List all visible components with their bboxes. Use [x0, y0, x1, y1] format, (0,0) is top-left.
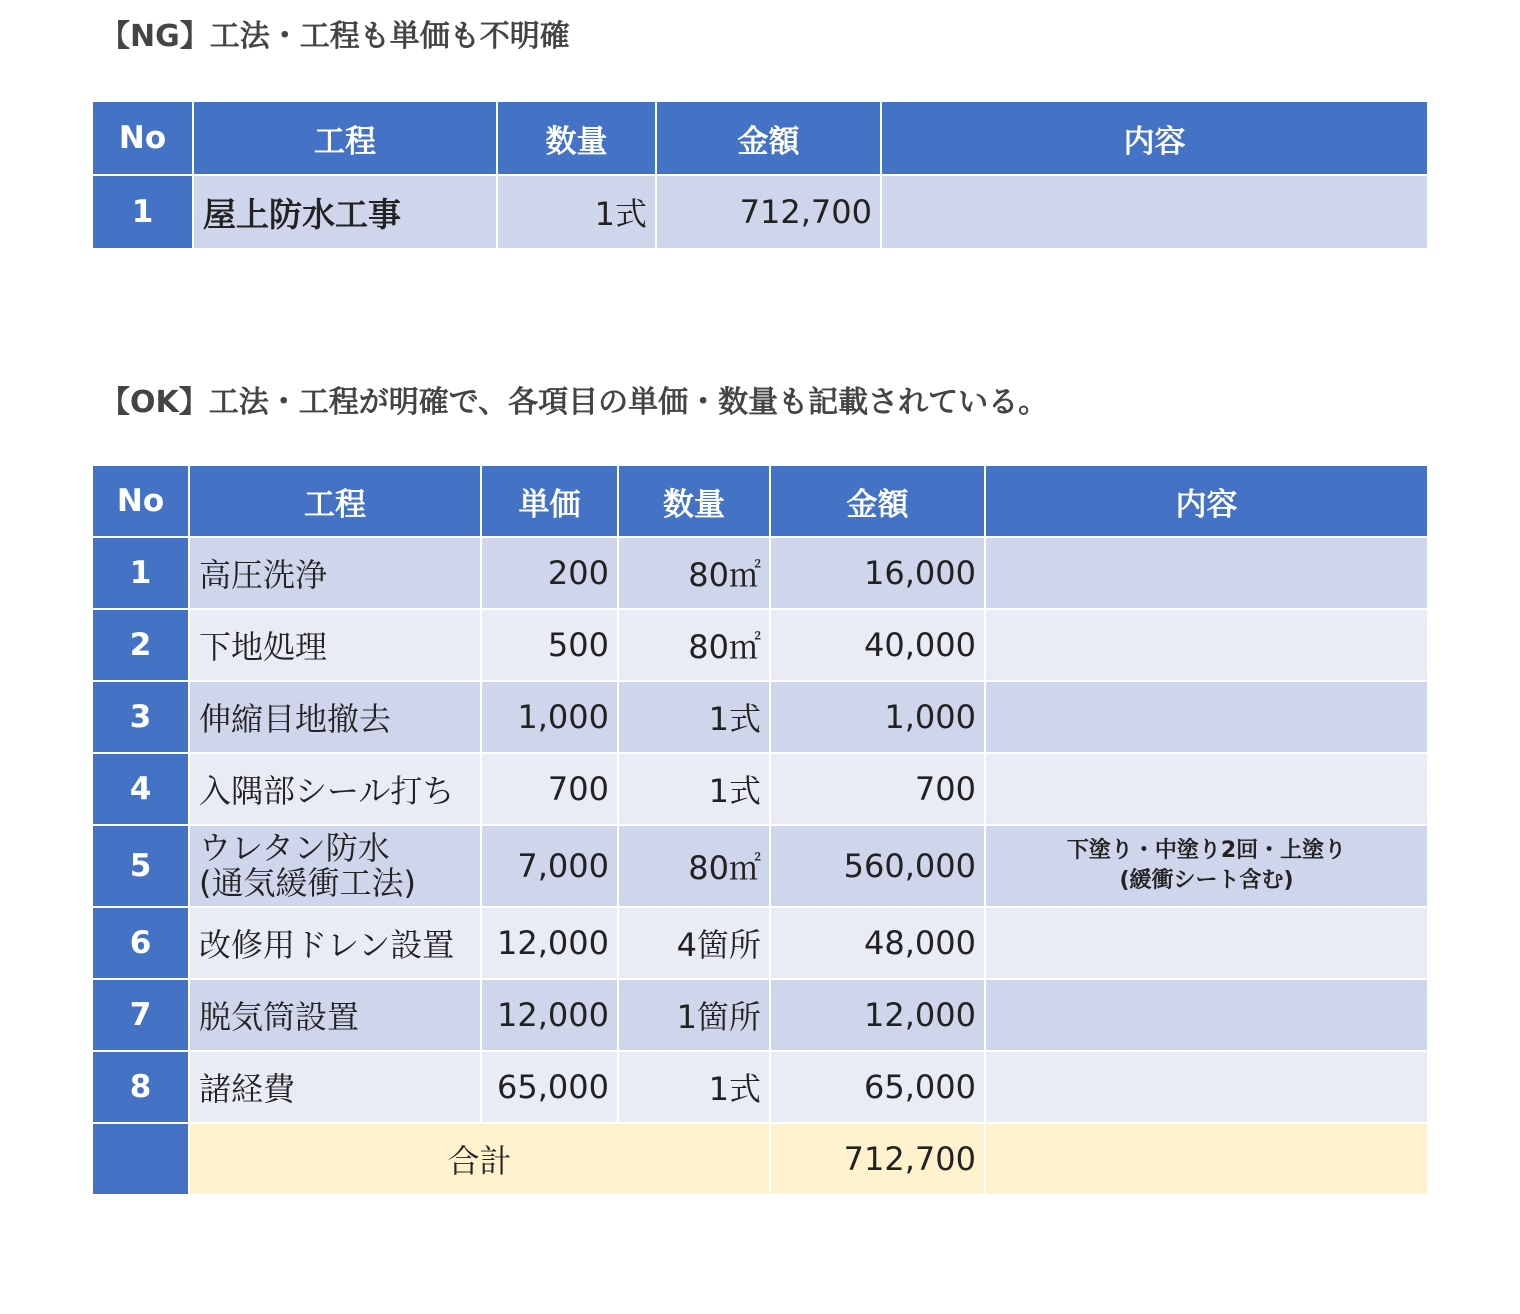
row-work-line1: ウレタン防水	[199, 828, 390, 867]
table-row	[92, 825, 1428, 907]
row-amount: 12,000	[770, 979, 985, 1051]
ng-estimate-table	[91, 100, 1429, 250]
ok-header-detail: 内容	[985, 465, 1428, 537]
ng-header-no: No	[92, 101, 193, 175]
row-qty: 80㎡	[618, 825, 770, 907]
row-unit-price: 200	[481, 537, 618, 609]
row-work: 改修用ドレン設置	[189, 907, 481, 979]
ok-header-row	[92, 465, 1428, 537]
row-work: 入隅部シール打ち	[189, 753, 481, 825]
row-amount: 48,000	[770, 907, 985, 979]
row-detail	[985, 1051, 1428, 1123]
row-work: 屋上防水工事	[193, 175, 497, 249]
row-no: 5	[92, 825, 189, 907]
row-detail	[985, 681, 1428, 753]
ok-estimate-table	[91, 464, 1429, 1196]
row-no: 4	[92, 753, 189, 825]
row-detail	[985, 753, 1428, 825]
table-row	[92, 609, 1428, 681]
total-amount: 712,700	[770, 1123, 985, 1195]
row-work: 下地処理	[189, 609, 481, 681]
ng-header-qty: 数量	[497, 101, 656, 175]
row-detail	[881, 175, 1428, 249]
row-amount: 1,000	[770, 681, 985, 753]
ok-header-no: No	[92, 465, 189, 537]
table-row	[92, 753, 1428, 825]
total-no	[92, 1123, 189, 1195]
ng-heading: 【NG】工法・工程も単価も不明確	[100, 19, 570, 54]
row-unit-price: 1,000	[481, 681, 618, 753]
ng-header-amount: 金額	[656, 101, 881, 175]
row-qty: 1式	[497, 175, 656, 249]
row-detail	[985, 979, 1428, 1051]
row-work: 脱気筒設置	[189, 979, 481, 1051]
ok-header-qty: 数量	[618, 465, 770, 537]
ok-header-work: 工程	[189, 465, 481, 537]
row-work: 諸経費	[189, 1051, 481, 1123]
row-qty: 1式	[618, 1051, 770, 1123]
row-qty: 80㎡	[618, 609, 770, 681]
row-detail	[985, 537, 1428, 609]
total-detail	[985, 1123, 1428, 1195]
row-no: 7	[92, 979, 189, 1051]
row-work: 伸縮目地撤去	[189, 681, 481, 753]
row-qty: 1式	[618, 753, 770, 825]
row-detail	[985, 907, 1428, 979]
table-row	[92, 979, 1428, 1051]
table-row	[92, 537, 1428, 609]
row-no: 1	[92, 175, 193, 249]
row-detail	[985, 825, 1428, 907]
row-qty: 1箇所	[618, 979, 770, 1051]
table-row	[92, 681, 1428, 753]
row-unit-price: 65,000	[481, 1051, 618, 1123]
row-no: 1	[92, 537, 189, 609]
ok-heading: 【OK】工法・工程が明確で、各項目の単価・数量も記載されている。	[100, 385, 1049, 420]
row-unit-price: 12,000	[481, 979, 618, 1051]
row-work-line2: (通気緩衝工法)	[199, 864, 416, 902]
row-detail-line2: (緩衝シート含む)	[1119, 868, 1294, 893]
row-unit-price: 12,000	[481, 907, 618, 979]
total-row	[92, 1123, 1428, 1195]
row-qty: 80㎡	[618, 537, 770, 609]
row-work	[189, 825, 481, 907]
ng-header-row	[92, 101, 1428, 175]
row-amount: 16,000	[770, 537, 985, 609]
row-detail-line1: 下塗り・中塗り2回・上塗り	[1066, 838, 1347, 864]
row-no: 8	[92, 1051, 189, 1123]
row-no: 3	[92, 681, 189, 753]
ng-header-work: 工程	[193, 101, 497, 175]
table-row	[92, 907, 1428, 979]
ng-header-detail: 内容	[881, 101, 1428, 175]
table-row	[92, 175, 1428, 249]
row-amount: 560,000	[770, 825, 985, 907]
row-qty: 4箇所	[618, 907, 770, 979]
ok-header-amount: 金額	[770, 465, 985, 537]
row-no: 6	[92, 907, 189, 979]
row-unit-price: 700	[481, 753, 618, 825]
ok-header-unit-price: 単価	[481, 465, 618, 537]
row-work: 高圧洗浄	[189, 537, 481, 609]
row-no: 2	[92, 609, 189, 681]
row-detail	[985, 609, 1428, 681]
row-unit-price: 500	[481, 609, 618, 681]
row-amount: 712,700	[656, 175, 881, 249]
row-unit-price: 7,000	[481, 825, 618, 907]
row-amount: 40,000	[770, 609, 985, 681]
row-amount: 65,000	[770, 1051, 985, 1123]
table-row	[92, 1051, 1428, 1123]
row-qty: 1式	[618, 681, 770, 753]
row-amount: 700	[770, 753, 985, 825]
total-label: 合計	[189, 1123, 770, 1195]
